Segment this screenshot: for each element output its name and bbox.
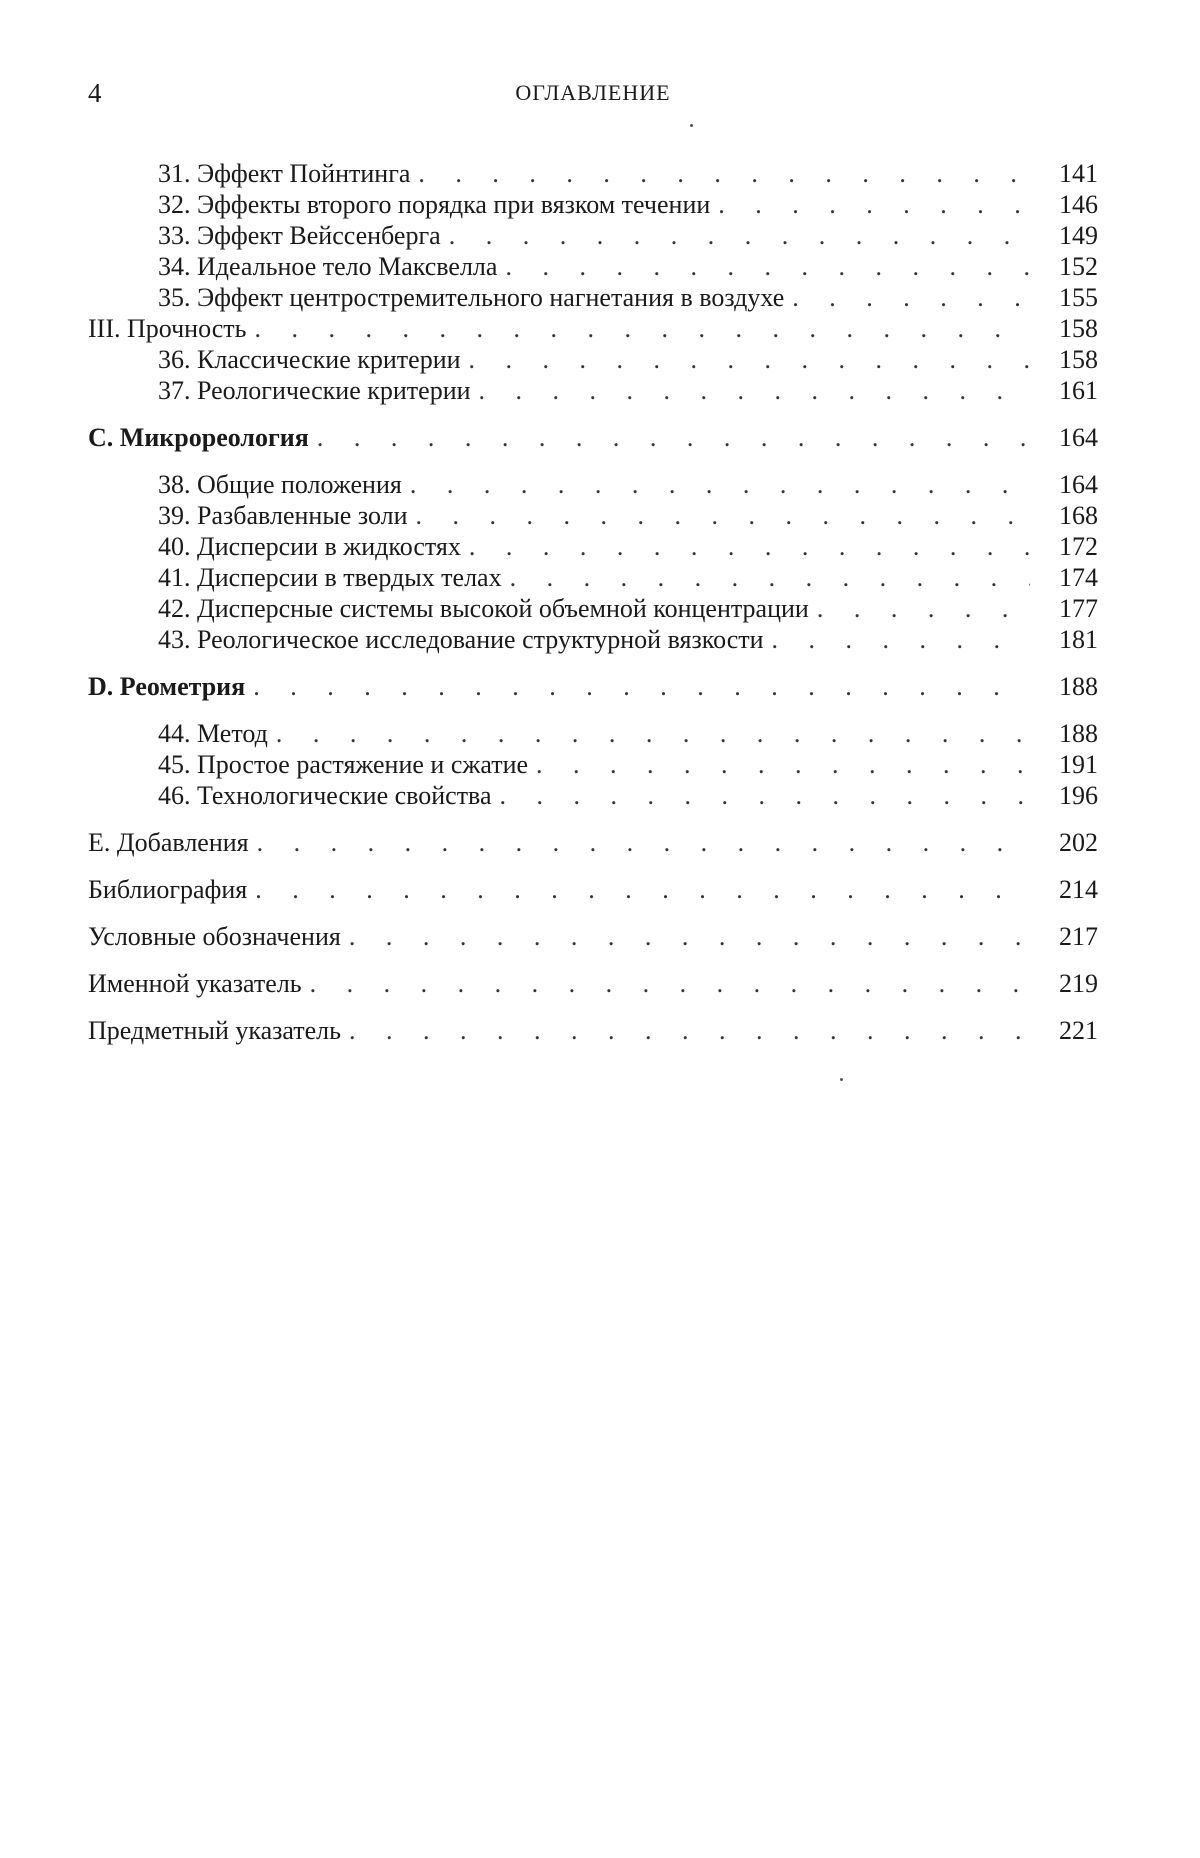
print-speck [690, 124, 693, 127]
toc-entry-page: 188 [1059, 672, 1098, 701]
dot-leader [254, 313, 1030, 344]
toc-entry-label: 37. Реологические критерии [158, 376, 471, 405]
toc-entry-label: 34. Идеальное тело Максвелла [158, 252, 498, 281]
toc-entry-label: 44. Метод [158, 719, 268, 748]
toc-entry-page: 164 [1059, 470, 1098, 499]
toc-entry [88, 780, 1098, 811]
toc-section-entry [88, 671, 1098, 702]
dot-leader [469, 344, 1030, 375]
toc-entry-page: 141 [1059, 159, 1098, 188]
dot-leader [255, 874, 1030, 905]
dot-leader [536, 749, 1030, 780]
toc-top-entry [88, 874, 1098, 905]
toc-entry [88, 158, 1098, 189]
toc-entry-page: 149 [1059, 221, 1098, 250]
dot-leader [349, 921, 1030, 952]
toc-entry-label: 41. Дисперсии в твердых телах [158, 563, 502, 592]
dot-leader [317, 422, 1030, 453]
toc-section-entry [88, 422, 1098, 453]
toc-entry-label: III. Прочность [88, 314, 247, 343]
running-title: ОГЛАВЛЕНИЕ [515, 80, 671, 105]
toc-entry-page: 188 [1059, 719, 1098, 748]
toc-entry-label: 42. Дисперсные системы высокой объемной концентрации [158, 594, 809, 623]
toc-entry [88, 624, 1098, 655]
toc-entry-label: 38. Общие положения [158, 470, 402, 499]
toc-entry-label: 33. Эффект Вейссенберга [158, 221, 441, 250]
toc-entry-page: 217 [1059, 922, 1098, 951]
toc-entry [88, 251, 1098, 282]
toc-entry-label: 40. Дисперсии в жидкостях [158, 532, 461, 561]
toc-entry-page: 172 [1059, 532, 1098, 561]
dot-leader [410, 469, 1030, 500]
toc-entry [88, 220, 1098, 251]
toc-entry-label: 39. Разбавленные золи [158, 501, 408, 530]
toc-entry-page: 214 [1059, 875, 1098, 904]
toc-entry-page: 161 [1059, 376, 1098, 405]
toc-entry-label: 36. Классические критерии [158, 345, 461, 374]
toc-entry-label: Именной указатель [88, 969, 302, 998]
toc-entry-page: 164 [1059, 423, 1098, 452]
dot-leader [418, 158, 1030, 189]
toc-entry-page: 196 [1059, 781, 1098, 810]
toc-entry-page: 174 [1059, 563, 1098, 592]
toc-entry [88, 375, 1098, 406]
toc-entry [88, 593, 1098, 624]
toc-entry-label: 32. Эффекты второго порядка при вязком течении [158, 190, 711, 219]
page-header [88, 78, 1098, 118]
toc-entry-page: 168 [1059, 501, 1098, 530]
toc-entry-label: D. Реометрия [88, 672, 246, 701]
toc-entry-label: Условные обозначения [88, 922, 341, 951]
dot-leader [416, 500, 1031, 531]
toc-entry [88, 500, 1098, 531]
toc-top-entry [88, 921, 1098, 952]
dot-leader [510, 562, 1030, 593]
toc-entry-page: 181 [1059, 625, 1098, 654]
dot-leader [718, 189, 1030, 220]
toc-entry [88, 189, 1098, 220]
toc-entry-label: 45. Простое растяжение и сжатие [158, 750, 529, 779]
toc-entry-label: Библиография [88, 875, 248, 904]
toc-entry-label: C. Микрореология [88, 423, 309, 452]
toc-entry-page: 202 [1059, 828, 1098, 857]
toc-top-entry [88, 827, 1098, 858]
page-number: 4 [88, 78, 102, 108]
dot-leader [253, 671, 1030, 702]
dot-leader [817, 593, 1030, 624]
toc-entry-label: 35. Эффект центростремительного нагнетания в воздухе [158, 283, 785, 312]
dot-leader [469, 531, 1030, 562]
toc-entry [88, 531, 1098, 562]
toc-entry-label: 31. Эффект Пойнтинга [158, 159, 411, 188]
toc-entry-page: 152 [1059, 252, 1098, 281]
toc-entry-label: E. Добавления [88, 828, 249, 857]
toc-entry-page: 158 [1059, 345, 1098, 374]
toc-top-entry [88, 1015, 1098, 1046]
print-speck [840, 1078, 843, 1081]
toc-entry-label: 46. Технологические свойства [158, 781, 492, 810]
dot-leader [349, 1015, 1030, 1046]
toc-entry [88, 469, 1098, 500]
toc-top-entry [88, 968, 1098, 999]
toc-entry-label: 43. Реологическое исследование структурной вязкости [158, 625, 764, 654]
dot-leader [792, 282, 1030, 313]
table-of-contents [88, 158, 1098, 1046]
toc-entry [88, 282, 1098, 313]
toc-entry [88, 344, 1098, 375]
dot-leader [310, 968, 1030, 999]
toc-entry-page: 155 [1059, 283, 1098, 312]
toc-entry-label: Предметный указатель [88, 1016, 342, 1045]
toc-entry-page: 146 [1059, 190, 1098, 219]
toc-entry-page: 191 [1059, 750, 1098, 779]
dot-leader [772, 624, 1030, 655]
toc-entry-page: 221 [1059, 1016, 1098, 1045]
toc-entry [88, 749, 1098, 780]
toc-part-entry [88, 313, 1098, 344]
toc-entry [88, 562, 1098, 593]
toc-entry-page: 177 [1059, 594, 1098, 623]
toc-entry [88, 718, 1098, 749]
dot-leader [276, 718, 1030, 749]
dot-leader [505, 251, 1030, 282]
toc-entry-page: 219 [1059, 969, 1098, 998]
dot-leader [257, 827, 1030, 858]
dot-leader [449, 220, 1030, 251]
toc-entry-page: 158 [1059, 314, 1098, 343]
dot-leader [500, 780, 1030, 811]
dot-leader [479, 375, 1030, 406]
